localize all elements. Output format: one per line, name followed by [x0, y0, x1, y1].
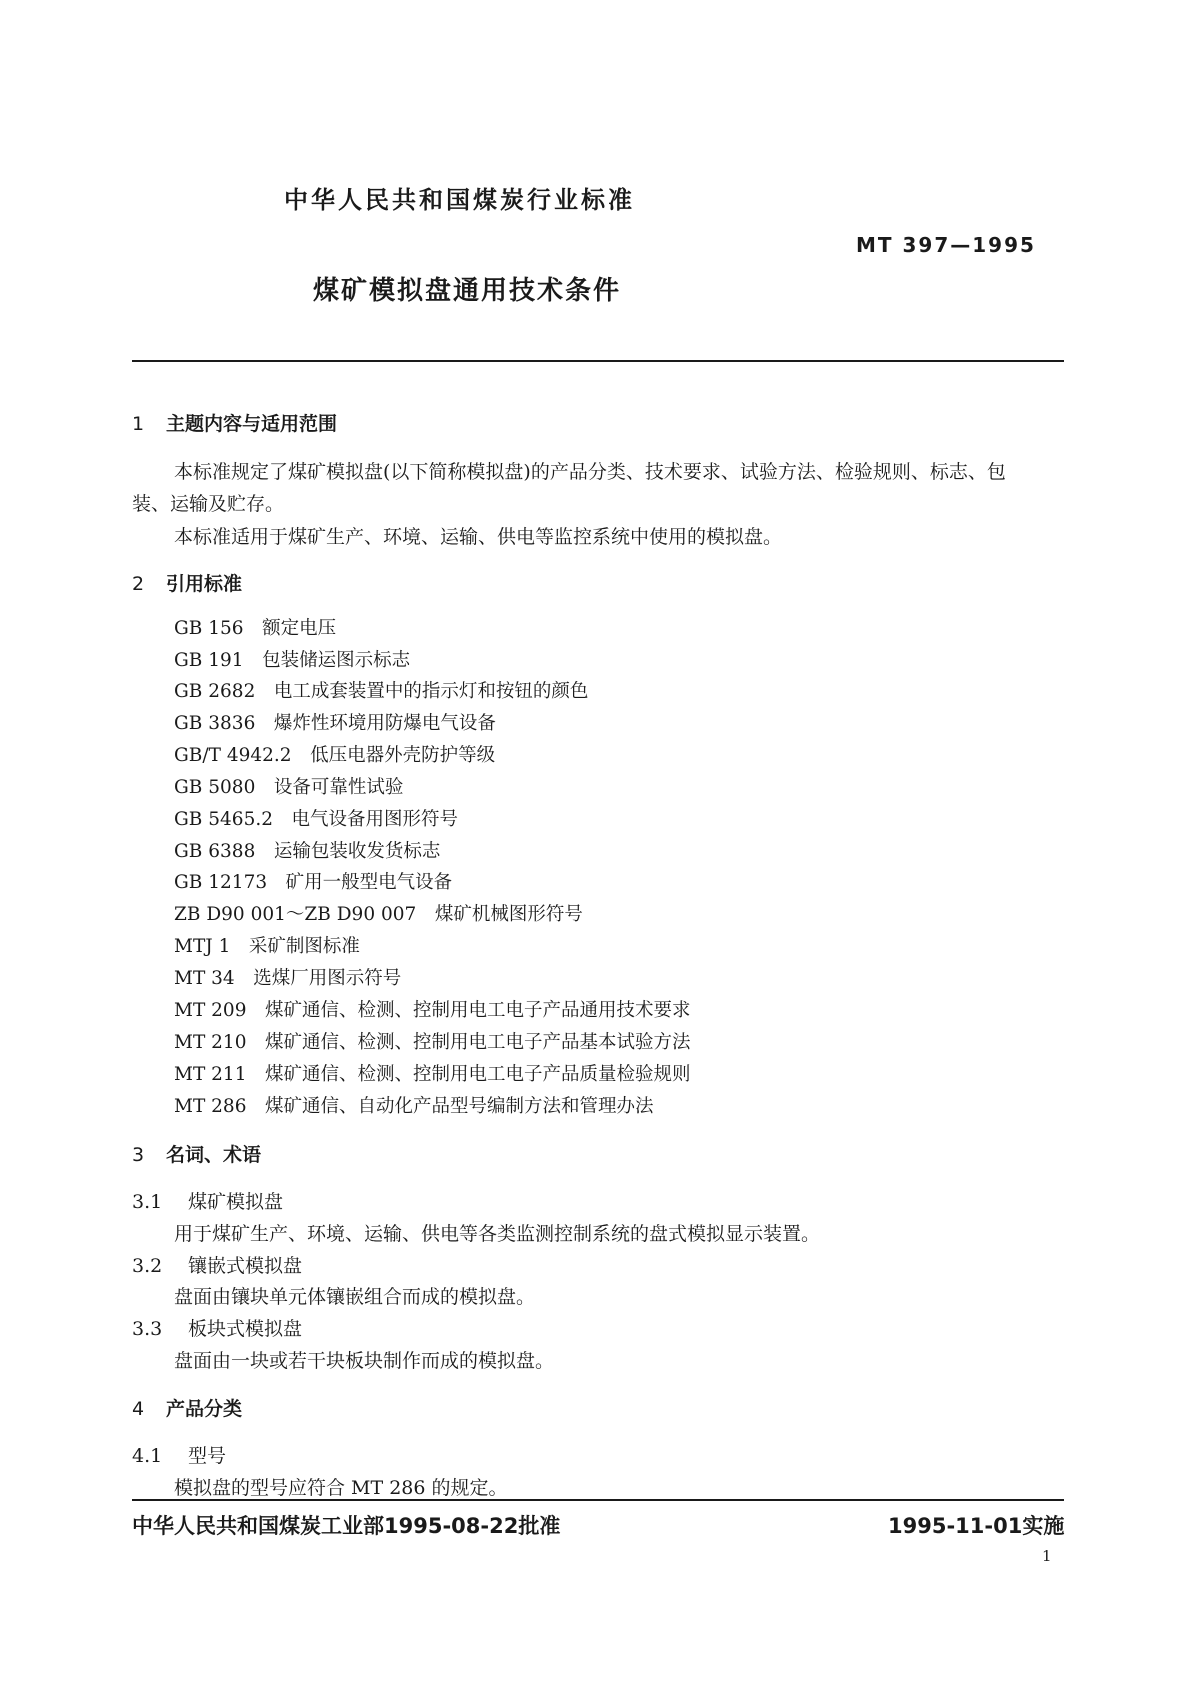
subsection-definition: 用于煤矿生产、环境、运输、供电等各类监测控制系统的盘式模拟显示装置。: [174, 1223, 821, 1245]
section-title: 名词、术语: [166, 1144, 262, 1166]
section-4-heading: [132, 1394, 242, 1421]
reference-standard: [174, 709, 496, 735]
reference-standard: [174, 932, 360, 958]
reference-name: 选煤厂用图示符号: [253, 968, 402, 989]
section-number: 1: [132, 413, 145, 435]
reference-name: 煤矿通信、检测、控制用电工电子产品通用技术要求: [265, 1000, 691, 1021]
subsection-heading: [132, 1251, 302, 1278]
section-1-paragraph-1-line-2: 装、运输及贮存。: [132, 493, 285, 515]
reference-standard: [174, 805, 458, 831]
reference-name: 煤矿通信、检测、控制用电工电子产品质量检验规则: [265, 1064, 691, 1085]
subsection-term: 镶嵌式模拟盘: [188, 1255, 303, 1277]
subsection-definition: 盘面由镶块单元体镶嵌组合而成的模拟盘。: [174, 1286, 536, 1308]
reference-standard: [174, 1092, 654, 1118]
reference-code: GB 3836: [174, 713, 256, 734]
reference-standard: [174, 1028, 691, 1054]
reference-code: GB 5465.2: [174, 809, 273, 830]
reference-standard: [174, 900, 583, 926]
reference-name: 运输包装收发货标志: [273, 841, 441, 862]
reference-code: GB/T 4942.2: [174, 745, 292, 766]
reference-name: 爆炸性环境用防爆电气设备: [273, 713, 496, 734]
section-title: 产品分类: [166, 1398, 243, 1420]
reference-code: MT 34: [174, 968, 235, 989]
subsection-term: 板块式模拟盘: [188, 1318, 303, 1340]
reference-name: 电工成套装置中的指示灯和按钮的颜色: [273, 681, 589, 702]
reference-standard: [174, 741, 495, 767]
reference-standard: [174, 677, 588, 703]
subsection-number: 3.1: [132, 1191, 163, 1213]
reference-name: 矿用一般型电气设备: [285, 872, 453, 893]
reference-name: 设备可靠性试验: [273, 777, 404, 798]
subsection-number: 3.2: [132, 1255, 163, 1277]
reference-standard: [174, 996, 691, 1022]
section-number: 3: [132, 1144, 145, 1166]
subsection-definition: 模拟盘的型号应符合 MT 286 的规定。: [174, 1477, 508, 1499]
reference-standard: [174, 837, 440, 863]
document-title: 煤矿模拟盘通用技术条件: [313, 276, 622, 306]
subsection-heading: [132, 1314, 302, 1341]
footer-divider: [132, 1499, 1064, 1501]
section-1-heading: [132, 409, 337, 436]
reference-name: 煤矿通信、检测、控制用电工电子产品基本试验方法: [265, 1032, 691, 1053]
effective-date: 1995-11-01实施: [888, 1514, 1065, 1538]
subsection-term: 型号: [188, 1445, 227, 1467]
subsection-number: 4.1: [132, 1445, 163, 1467]
reference-code: MT 209: [174, 1000, 247, 1021]
reference-code: GB 12173: [174, 872, 268, 893]
reference-standard: [174, 614, 336, 640]
reference-name: 煤矿通信、自动化产品型号编制方法和管理办法: [265, 1096, 654, 1117]
reference-code: GB 156: [174, 618, 244, 639]
reference-code: GB 191: [174, 650, 244, 671]
section-number: 2: [132, 573, 145, 595]
reference-standard: [174, 1060, 691, 1086]
subsection-term: 煤矿模拟盘: [188, 1191, 284, 1213]
subsection-heading: [132, 1187, 283, 1214]
subsection-heading: [132, 1441, 226, 1468]
header-divider: [132, 360, 1064, 362]
reference-code: GB 2682: [174, 681, 256, 702]
reference-code: MT 211: [174, 1064, 247, 1085]
reference-name: 额定电压: [262, 618, 337, 639]
reference-code: MT 210: [174, 1032, 247, 1053]
reference-code: GB 6388: [174, 841, 256, 862]
section-1-paragraph-2: 本标准适用于煤矿生产、环境、运输、供电等监控系统中使用的模拟盘。: [174, 526, 783, 548]
reference-name: 采矿制图标准: [248, 936, 360, 957]
section-title: 主题内容与适用范围: [166, 413, 338, 435]
reference-standard: [174, 773, 403, 799]
reference-standard: [174, 964, 401, 990]
section-3-heading: [132, 1140, 261, 1167]
reference-name: 低压电器外壳防护等级: [310, 745, 496, 766]
approval-statement: 中华人民共和国煤炭工业部1995-08-22批准: [132, 1514, 561, 1538]
section-2-heading: [132, 569, 242, 596]
reference-name: 电气设备用图形符号: [291, 809, 459, 830]
section-1-paragraph-1-line-1: 本标准规定了煤矿模拟盘(以下简称模拟盘)的产品分类、技术要求、试验方法、检验规则、标志、包: [174, 461, 1006, 483]
standard-organization: 中华人民共和国煤炭行业标准: [284, 186, 635, 214]
reference-name: 包装储运图示标志: [262, 650, 411, 671]
subsection-number: 3.3: [132, 1318, 163, 1340]
reference-code: MTJ 1: [174, 936, 231, 957]
reference-code: MT 286: [174, 1096, 247, 1117]
reference-code: ZB D90 001～ZB D90 007: [174, 904, 417, 925]
section-number: 4: [132, 1398, 145, 1420]
section-title: 引用标准: [166, 573, 243, 595]
reference-standard: [174, 646, 410, 672]
standard-code: MT 397—1995: [856, 233, 1036, 257]
page-number: 1: [1042, 1547, 1052, 1565]
reference-standard: [174, 868, 452, 894]
reference-name: 煤矿机械图形符号: [434, 904, 583, 925]
subsection-definition: 盘面由一块或若干块板块制作而成的模拟盘。: [174, 1350, 555, 1372]
reference-code: GB 5080: [174, 777, 256, 798]
